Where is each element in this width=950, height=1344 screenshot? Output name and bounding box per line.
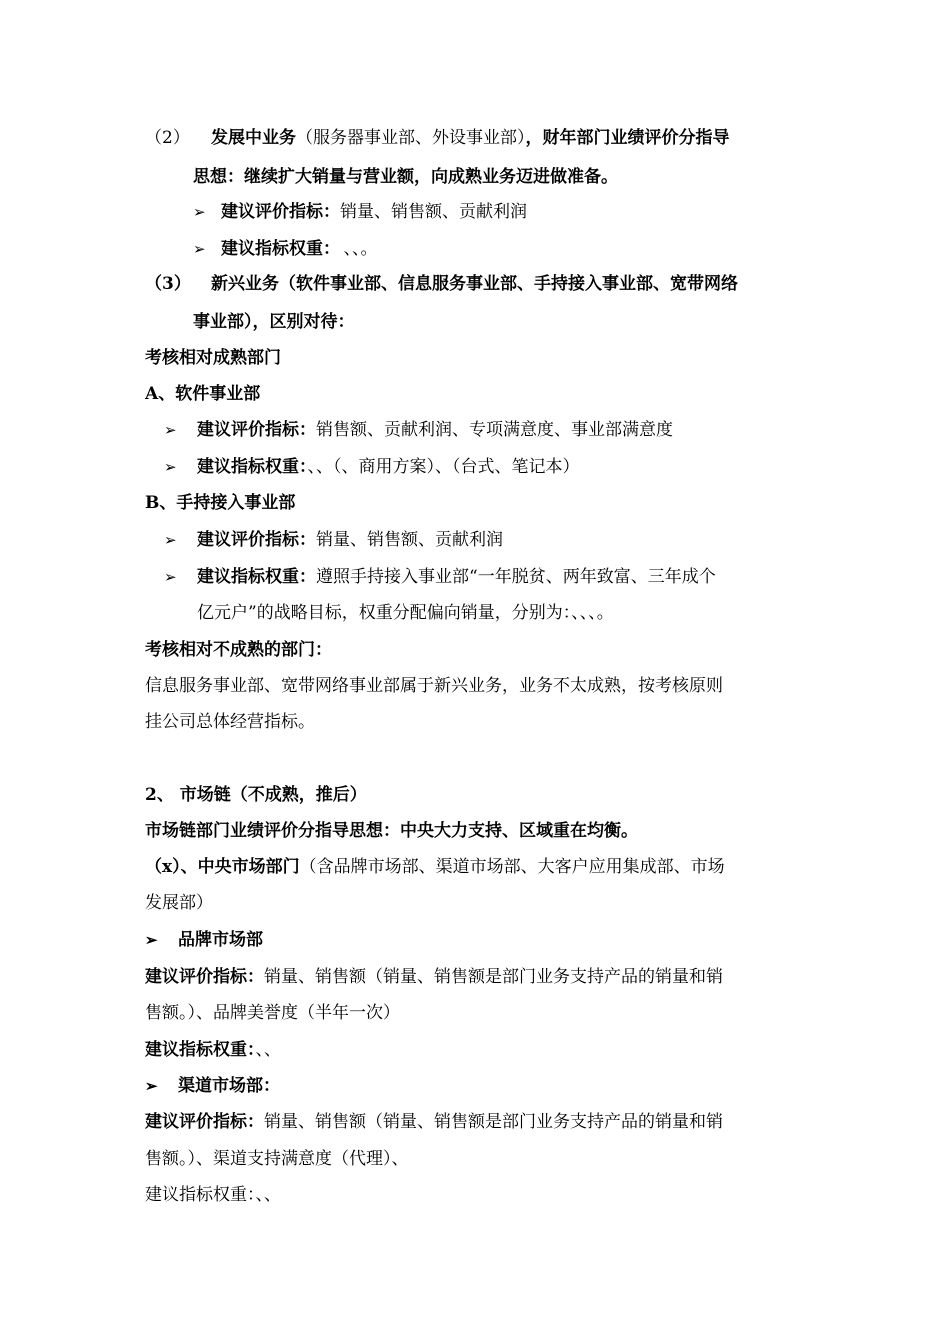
item3-number: （3）: [145, 274, 191, 294]
immature-line2: 挂公司总体经营指标。: [145, 712, 315, 732]
channel-weight: 建议指标权重：、、: [145, 1185, 281, 1205]
central-market-line2: 发展部）: [145, 893, 213, 913]
section-b-bullet-weight-line2: 亿元户”的战略目标，权重分配偏向销量，分别为：、、、。: [197, 603, 614, 623]
item2-paren: （服务器事业部、外设事业部）: [296, 128, 526, 148]
immature-line1: 信息服务事业部、宽带网络事业部属于新兴业务，业务不太成熟，按考核原则: [145, 676, 723, 696]
section-b-heading: B、手持接入事业部: [145, 493, 296, 513]
item3-line1: [145, 271, 810, 297]
arrow-bullet-icon: ➢: [193, 240, 206, 258]
channel-eval-line1: 建议评价指标：销量、销售额（销量、销售额是部门业务支持产品的销量和销: [145, 1112, 723, 1132]
arrow-bullet-icon: ➢: [164, 531, 177, 549]
arrow-bullet-icon: ➢: [164, 458, 177, 476]
item3-line2: 事业部），区别对待：: [193, 312, 355, 332]
mature-heading: 考核相对成熟部门: [145, 348, 281, 368]
arrow-bullet-icon: ➢: [193, 203, 206, 221]
section-b-bullet-weight: ➢ 建议指标权重：遵照手持接入事业部“一年脱贫、两年致富、三年成个: [164, 564, 829, 590]
section-a-heading: A、软件事业部: [145, 384, 261, 404]
item2-line1: [145, 125, 810, 151]
channel-eval-line2: 售额。）、渠道支持满意度（代理）、: [145, 1149, 409, 1169]
brand-heading: ➢ 品牌市场部: [145, 927, 810, 953]
immature-heading: 考核相对不成熟的部门：: [145, 640, 332, 660]
item2-line2: 思想：继续扩大销量与营业额，向成熟业务迈进做准备。: [193, 167, 618, 187]
section2-guideline: 市场链部门业绩评价分指导思想：中央大力支持、区域重在均衡。: [145, 821, 638, 841]
item2-bullet-weight: ➢ 建议指标权重： 、、。: [193, 236, 858, 262]
central-market-line1: （x）、中央市场部门（含品牌市场部、渠道市场部、大客户应用集成部、市场: [145, 857, 725, 877]
brand-eval-line2: 售额。）、品牌美誉度（半年一次）: [145, 1003, 400, 1023]
section-b-bullet-eval: ➢ 建议评价指标：销量、销售额、贡献利润: [164, 527, 829, 553]
brand-weight: 建议指标权重：、、: [145, 1040, 281, 1060]
item2-bullet-eval: ➢ 建议评价指标：销量、销售额、贡献利润: [193, 199, 858, 225]
section-a-bullet-eval: ➢ 建议评价指标：销售额、贡献利润、专项满意度、事业部满意度: [164, 417, 829, 443]
arrow-bullet-icon: ➢: [164, 421, 177, 439]
item3-title: 新兴业务（软件事业部、信息服务事业部、手持接入事业部、宽带网络: [211, 274, 738, 294]
arrow-bullet-icon: ➢: [145, 1077, 158, 1095]
section-a-bullet-weight: ➢ 建议指标权重：、、（、商用方案）、（台式、笔记本）: [164, 454, 829, 480]
brand-eval-line1: 建议评价指标：销量、销售额（销量、销售额是部门业务支持产品的销量和销: [145, 967, 723, 987]
item2-rest: ，财年部门业绩评价分指导: [525, 128, 730, 148]
section2-heading: 2、 市场链（不成熟，推后）: [145, 785, 367, 805]
channel-heading: ➢ 渠道市场部：: [145, 1073, 810, 1099]
item2-number: （2）: [145, 128, 190, 148]
arrow-bullet-icon: ➢: [164, 568, 177, 586]
item2-title: 发展中业务: [211, 128, 296, 148]
arrow-bullet-icon: ➢: [145, 931, 158, 949]
central-market-label: （x）、中央市场部门: [145, 857, 300, 877]
